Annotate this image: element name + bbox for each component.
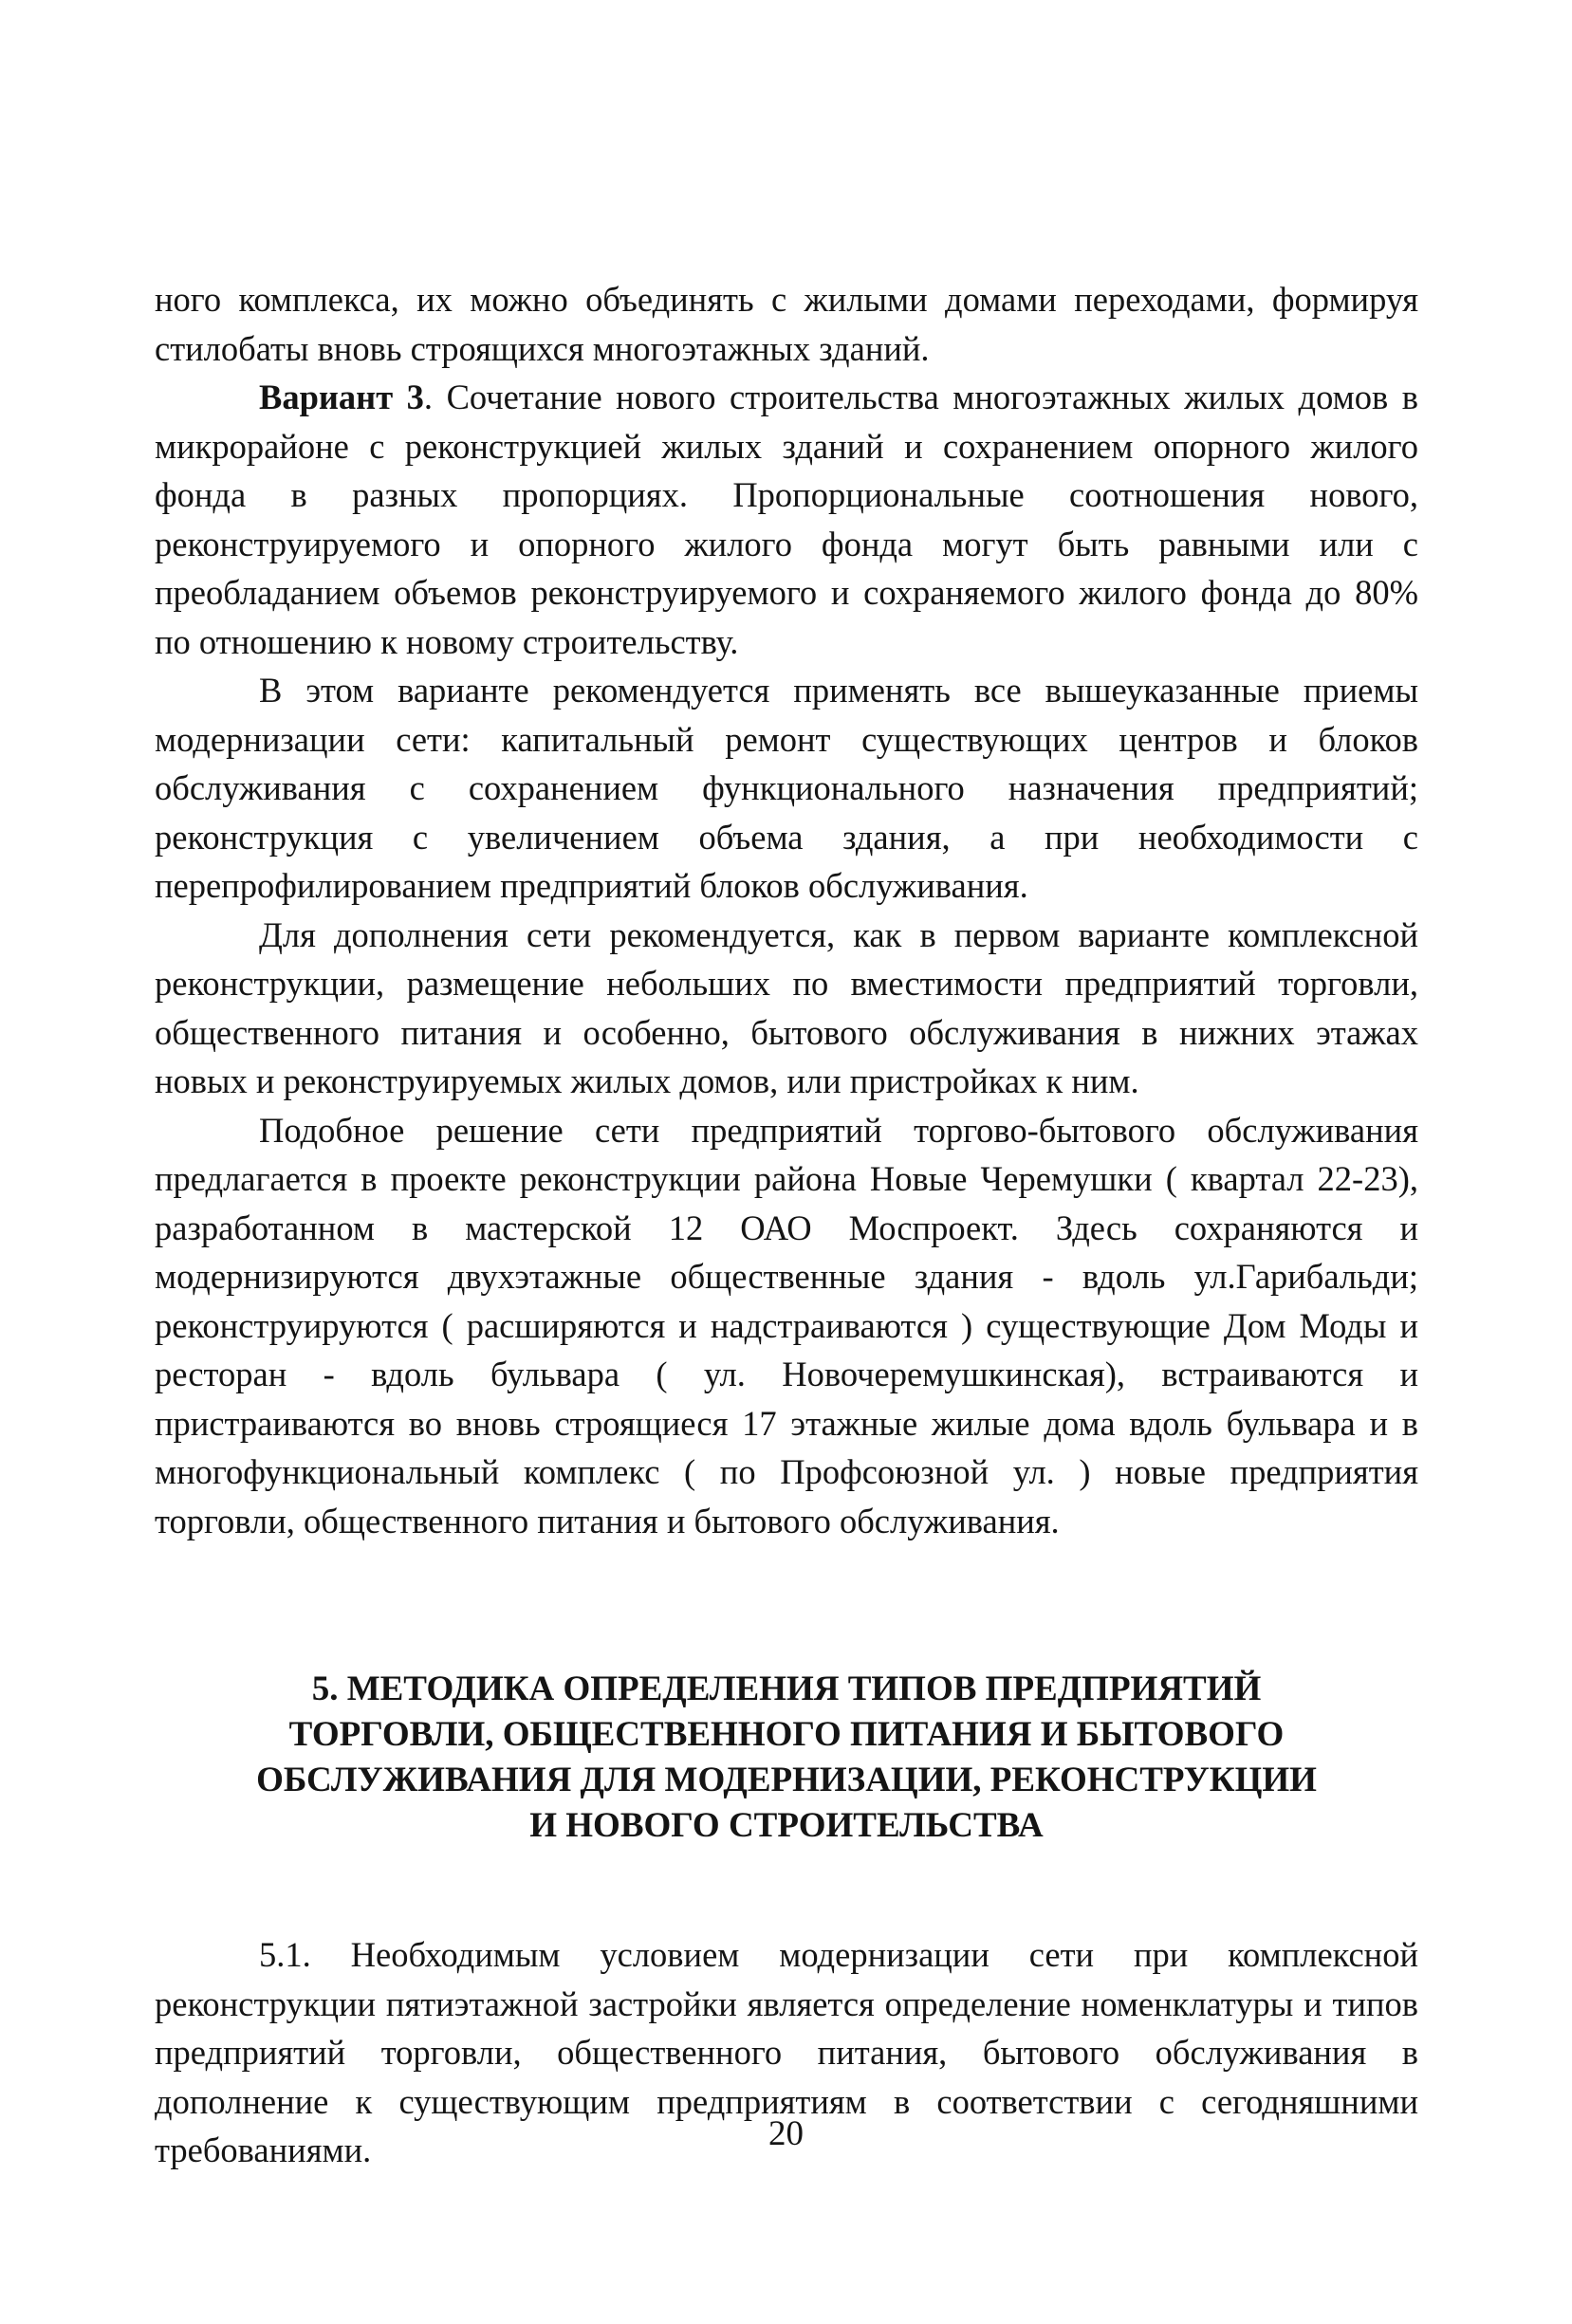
variant-text: . Сочетание нового строительства многоэтажных жилых домов в микрорайоне с реконструкцией жилых зданий и сохранением опорного жилого фонда в разных пропорциях. Пропорциональные соотношения нового, реконструируемого и опорного жилого фонда могут быть равными или с преобладанием объемов реконструируемого и сохраняемого жилого фонда до 80% по отношению к новому строительству. <box>155 378 1418 661</box>
section-heading-line-1: 5. МЕТОДИКА ОПРЕДЕЛЕНИЯ ТИПОВ ПРЕДПРИЯТИЙ <box>311 1669 1262 1708</box>
paragraph-5-1: 5.1. Необходимым условием модернизации сети при комплексной реконструкции пятиэтажной застройки является определение номенклатуры и типов предприятий торговли, общественного питания, бытового обслуживания в дополнение к существующим предприятиям в соответствии с сегодняшними требованиями. <box>155 1935 1418 2169</box>
section-heading-line-3: ОБСЛУЖИВАНИЯ ДЛЯ МОДЕРНИЗАЦИИ, РЕКОНСТРУКЦИИ <box>256 1761 1317 1799</box>
document-page <box>155 275 1418 2175</box>
variant-label: Вариант 3 <box>259 378 424 416</box>
section-heading-line-4: И НОВОГО СТРОИТЕЛЬСТВА <box>529 1806 1044 1845</box>
spacer-before-heading <box>155 1545 1418 1667</box>
section-heading <box>155 1667 1418 1849</box>
paragraph-recommendation: В этом варианте рекомендуется применять все вышеуказанные приемы модернизации сети: капитальный ремонт существующих центров и блоков обслуживания с сохранением функционального назначения предприятий; реконструкция с увеличением объема здания, а при необходимости с перепрофилированием предприятий блоков обслуживания. <box>155 671 1418 905</box>
page-number: 20 <box>768 2114 804 2153</box>
paragraph-example: Подобное решение сети предприятий торгово-бытового обслуживания предлагается в проекте реконструкции района Новые Черемушки ( квартал 22-23), разработанном в мастерской 12 ОАО Моспроект. Здесь сохраняются и модернизируются двухэтажные общественные здания - вдоль ул.Гарибальди; реконструируются ( расширяются и надстраиваются ) существующие Дом Моды и ресторан - вдоль бульвара ( ул. Новочеремушкинская), встраиваются и пристраиваются во вновь строящиеся 17 этажные жилые дома вдоль бульвара и в многофункциональный комплекс ( по Профсоюзной ул. ) новые предприятия торговли, общественного питания и бытового обслуживания. <box>155 1110 1418 1540</box>
spacer-after-heading <box>155 1849 1418 1930</box>
section-heading-line-2: ТОРГОВЛИ, ОБЩЕСТВЕННОГО ПИТАНИЯ И БЫТОВОГО <box>288 1715 1285 1754</box>
paragraph-supplement: Для дополнения сети рекомендуется, как в первом варианте комплексной реконструкции, размещение небольших по вместимости предприятий торговли, общественного питания и особенно, бытового обслуживания в нижних этажах новых и реконструируемых жилых домов, или пристройках к ним. <box>155 914 1418 1100</box>
paragraph-variant-3 <box>155 373 1418 666</box>
paragraph-continuation: ного комплекса, их можно объединять с жилыми домами переходами, формируя стилобаты вновь строящихся многоэтажных зданий. <box>155 280 1418 368</box>
